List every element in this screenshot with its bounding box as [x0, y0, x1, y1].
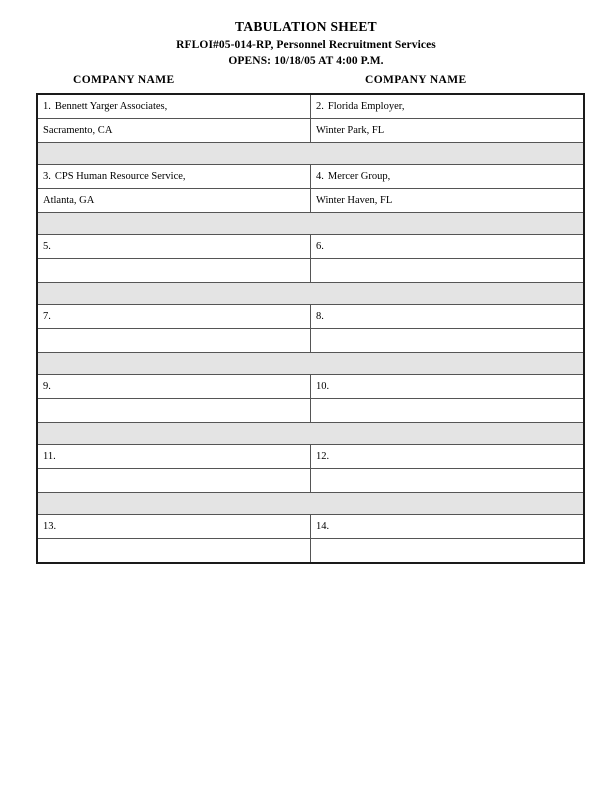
entry-number: 4.: [316, 171, 324, 182]
company-location-cell[interactable]: [37, 189, 311, 213]
spacer-row: [37, 143, 584, 165]
company-name-cell[interactable]: [37, 515, 311, 539]
spacer-row: [37, 283, 584, 305]
company-location-cell[interactable]: [37, 539, 311, 564]
opening-datetime: OPENS: 10/18/05 AT 4:00 P.M.: [228, 55, 384, 67]
company-location-cell[interactable]: [311, 189, 585, 213]
company-name-cell[interactable]: [311, 235, 585, 259]
company-name-cell[interactable]: [311, 515, 585, 539]
company-name-value: Mercer Group,: [327, 171, 391, 182]
company-name-cell[interactable]: [311, 165, 585, 189]
spacer-cell: [37, 143, 584, 165]
company-location-cell[interactable]: [37, 329, 311, 353]
company-location-cell[interactable]: [37, 469, 311, 493]
entry-number: 9.: [43, 381, 51, 392]
table-row: [37, 539, 584, 564]
entry-number: 14.: [316, 521, 330, 532]
company-location-cell[interactable]: [311, 469, 585, 493]
entry-number: 6.: [316, 241, 324, 252]
entry-number: 10.: [316, 381, 330, 392]
column-headers: [36, 74, 576, 92]
spacer-row: [37, 353, 584, 375]
table-row: [37, 119, 584, 143]
entry-number: 11.: [43, 451, 56, 462]
table-row: [37, 189, 584, 213]
table-row: [37, 445, 584, 469]
entry-number: 7.: [43, 311, 51, 322]
company-name-cell[interactable]: [37, 445, 311, 469]
company-location-value: Winter Park, FL: [316, 125, 385, 136]
table-row: [37, 305, 584, 329]
entry-number: 12.: [316, 451, 330, 462]
company-location-cell[interactable]: [311, 329, 585, 353]
entry-number: 3.: [43, 171, 51, 182]
table-row: [37, 329, 584, 353]
table-row: [37, 375, 584, 399]
table-row: [37, 165, 584, 189]
spacer-row: [37, 423, 584, 445]
company-name-cell[interactable]: [37, 94, 311, 119]
company-name-cell[interactable]: [311, 445, 585, 469]
table-row: [37, 399, 584, 423]
entry-number: 1.: [43, 101, 51, 112]
table-row: [37, 259, 584, 283]
entry-number: 13.: [43, 521, 57, 532]
spacer-row: [37, 213, 584, 235]
company-location-cell[interactable]: [37, 399, 311, 423]
table-row: [37, 515, 584, 539]
company-name-cell[interactable]: [37, 375, 311, 399]
tabulation-table: [36, 93, 585, 564]
entry-number: 5.: [43, 241, 51, 252]
page-title: TABULATION SHEET: [235, 19, 377, 34]
company-location-cell[interactable]: [37, 259, 311, 283]
spacer-cell: [37, 493, 584, 515]
company-name-cell[interactable]: [37, 235, 311, 259]
entry-number: 2.: [316, 101, 324, 112]
table-row: [37, 469, 584, 493]
company-location-cell[interactable]: [37, 119, 311, 143]
solicitation-subtitle: RFLOI#05-014-RP, Personnel Recruitment Services: [176, 39, 436, 51]
spacer-cell: [37, 213, 584, 235]
company-name-value: Bennett Yarger Associates,: [54, 101, 168, 112]
company-name-cell[interactable]: [37, 305, 311, 329]
column-header-right: COMPANY NAME: [365, 74, 467, 86]
company-name-value: CPS Human Resource Service,: [54, 171, 186, 182]
company-location-cell[interactable]: [311, 259, 585, 283]
document-title-block: [0, 0, 612, 69]
spacer-cell: [37, 423, 584, 445]
company-location-cell[interactable]: [311, 119, 585, 143]
company-location-cell[interactable]: [311, 399, 585, 423]
spacer-row: [37, 493, 584, 515]
entry-number: 8.: [316, 311, 324, 322]
company-name-cell[interactable]: [37, 165, 311, 189]
company-location-value: Sacramento, CA: [43, 125, 113, 136]
company-location-cell[interactable]: [311, 539, 585, 564]
company-name-cell[interactable]: [311, 305, 585, 329]
company-location-value: Winter Haven, FL: [316, 195, 393, 206]
spacer-cell: [37, 283, 584, 305]
table-row: [37, 235, 584, 259]
company-name-cell[interactable]: [311, 375, 585, 399]
company-name-cell[interactable]: [311, 94, 585, 119]
company-location-value: Atlanta, GA: [43, 195, 95, 206]
spacer-cell: [37, 353, 584, 375]
column-header-left: COMPANY NAME: [73, 74, 175, 86]
company-name-value: Florida Employer,: [327, 101, 405, 112]
table-body: [37, 94, 584, 563]
table-row: [37, 94, 584, 119]
